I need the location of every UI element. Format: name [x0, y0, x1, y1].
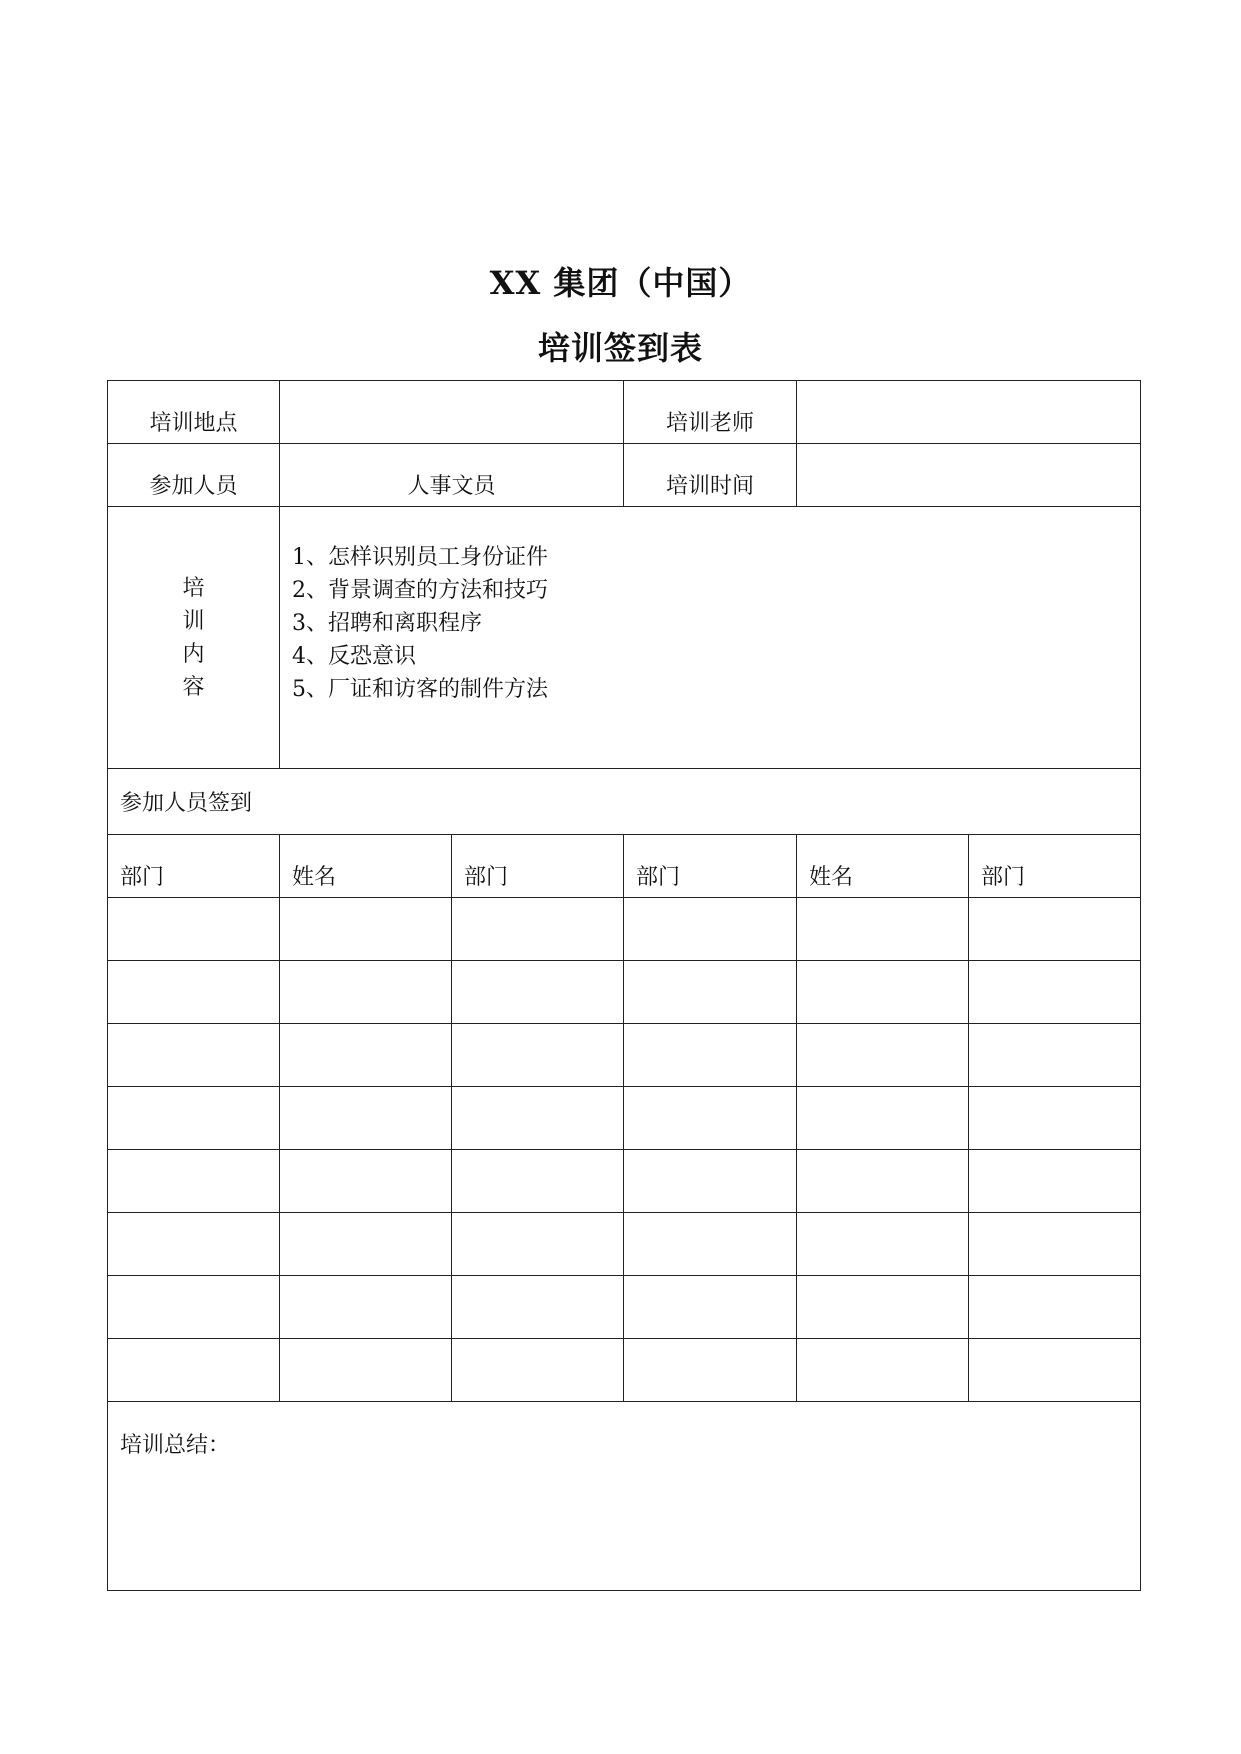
signin-cell[interactable]: [969, 1087, 1141, 1150]
column-header-name: 姓名: [797, 835, 969, 898]
content-label: [108, 507, 280, 769]
content-item: 3、招聘和离职程序: [292, 611, 482, 636]
summary-field[interactable]: 培训总结：: [108, 1402, 1141, 1591]
signin-cell[interactable]: [108, 1213, 280, 1276]
content-label-char: 内: [182, 641, 205, 667]
signin-cell[interactable]: [797, 1276, 969, 1339]
content-item: 2、背景调查的方法和技巧: [292, 578, 548, 603]
signin-cell[interactable]: [624, 1213, 797, 1276]
signin-cell[interactable]: [624, 1087, 797, 1150]
column-header-department: 部门: [969, 835, 1141, 898]
column-header-department: 部门: [452, 835, 624, 898]
signin-cell[interactable]: [969, 1213, 1141, 1276]
signin-header-row: [108, 835, 1141, 898]
table-row: [108, 1150, 1141, 1213]
signin-cell[interactable]: [280, 1213, 452, 1276]
table-row: [108, 961, 1141, 1024]
signin-cell[interactable]: [624, 1339, 797, 1402]
training-signin-form: [107, 380, 1141, 1591]
signin-cell[interactable]: [280, 1150, 452, 1213]
signin-cell[interactable]: [969, 1276, 1141, 1339]
signin-cell[interactable]: [452, 1024, 624, 1087]
table-row: [108, 898, 1141, 961]
content-row: [108, 507, 1141, 769]
signin-cell[interactable]: [624, 961, 797, 1024]
signin-cell[interactable]: [280, 961, 452, 1024]
signin-cell[interactable]: [969, 1339, 1141, 1402]
signin-cell[interactable]: [108, 961, 280, 1024]
signin-cell[interactable]: [452, 1276, 624, 1339]
signin-cell[interactable]: [969, 961, 1141, 1024]
signin-cell[interactable]: [969, 898, 1141, 961]
signin-cell[interactable]: [108, 1339, 280, 1402]
info-row-participants: [108, 444, 1141, 507]
signin-cell[interactable]: [108, 1150, 280, 1213]
signin-section-title: 参加人员签到: [108, 769, 1141, 835]
signin-cell[interactable]: [452, 961, 624, 1024]
participants-field[interactable]: 人事文员: [280, 444, 624, 507]
content-label-char: 培: [182, 575, 205, 601]
location-field[interactable]: [280, 381, 624, 444]
table-row: [108, 1213, 1141, 1276]
signin-cell[interactable]: [797, 1087, 969, 1150]
signin-cell[interactable]: [108, 1087, 280, 1150]
signin-cell[interactable]: [108, 1024, 280, 1087]
signin-cell[interactable]: [452, 898, 624, 961]
content-label-char: 训: [182, 608, 205, 634]
table-row: [108, 1024, 1141, 1087]
signin-cell[interactable]: [452, 1213, 624, 1276]
signin-cell[interactable]: [797, 1213, 969, 1276]
signin-cell[interactable]: [797, 1339, 969, 1402]
signin-cell[interactable]: [969, 1024, 1141, 1087]
content-list: [280, 507, 1141, 769]
content-item: 5、厂证和访客的制件方法: [292, 677, 548, 702]
signin-cell[interactable]: [797, 1024, 969, 1087]
signin-cell[interactable]: [797, 898, 969, 961]
table-row: [108, 1087, 1141, 1150]
signin-cell[interactable]: [280, 1339, 452, 1402]
signin-cell[interactable]: [280, 898, 452, 961]
document-title: XX 集团（中国）: [489, 264, 752, 302]
table-row: [108, 1339, 1141, 1402]
column-header-department: 部门: [624, 835, 797, 898]
column-header-name: 姓名: [280, 835, 452, 898]
content-item: 4、反恐意识: [292, 644, 416, 669]
signin-cell[interactable]: [624, 1150, 797, 1213]
signin-cell[interactable]: [108, 1276, 280, 1339]
teacher-label: 培训老师: [624, 381, 797, 444]
signin-cell[interactable]: [108, 898, 280, 961]
signin-cell[interactable]: [452, 1339, 624, 1402]
info-row-location: [108, 381, 1141, 444]
location-label: 培训地点: [108, 381, 280, 444]
signin-cell[interactable]: [624, 898, 797, 961]
signin-cell[interactable]: [797, 1150, 969, 1213]
time-label: 培训时间: [624, 444, 797, 507]
content-label-char: 容: [182, 674, 205, 700]
participants-label: 参加人员: [108, 444, 280, 507]
signin-cell[interactable]: [452, 1150, 624, 1213]
time-field[interactable]: [797, 444, 1141, 507]
content-item: 1、怎样识别员工身份证件: [292, 545, 548, 570]
signin-title-row: [108, 769, 1141, 835]
signin-cell[interactable]: [624, 1024, 797, 1087]
signin-cell[interactable]: [280, 1276, 452, 1339]
signin-cell[interactable]: [624, 1276, 797, 1339]
signin-cell[interactable]: [280, 1024, 452, 1087]
signin-cell[interactable]: [969, 1150, 1141, 1213]
document-subtitle: 培训签到表: [537, 329, 703, 367]
signin-cell[interactable]: [280, 1087, 452, 1150]
teacher-field[interactable]: [797, 381, 1141, 444]
table-row: [108, 1276, 1141, 1339]
column-header-department: 部门: [108, 835, 280, 898]
summary-row: [108, 1402, 1141, 1591]
signin-cell[interactable]: [452, 1087, 624, 1150]
signin-cell[interactable]: [797, 961, 969, 1024]
